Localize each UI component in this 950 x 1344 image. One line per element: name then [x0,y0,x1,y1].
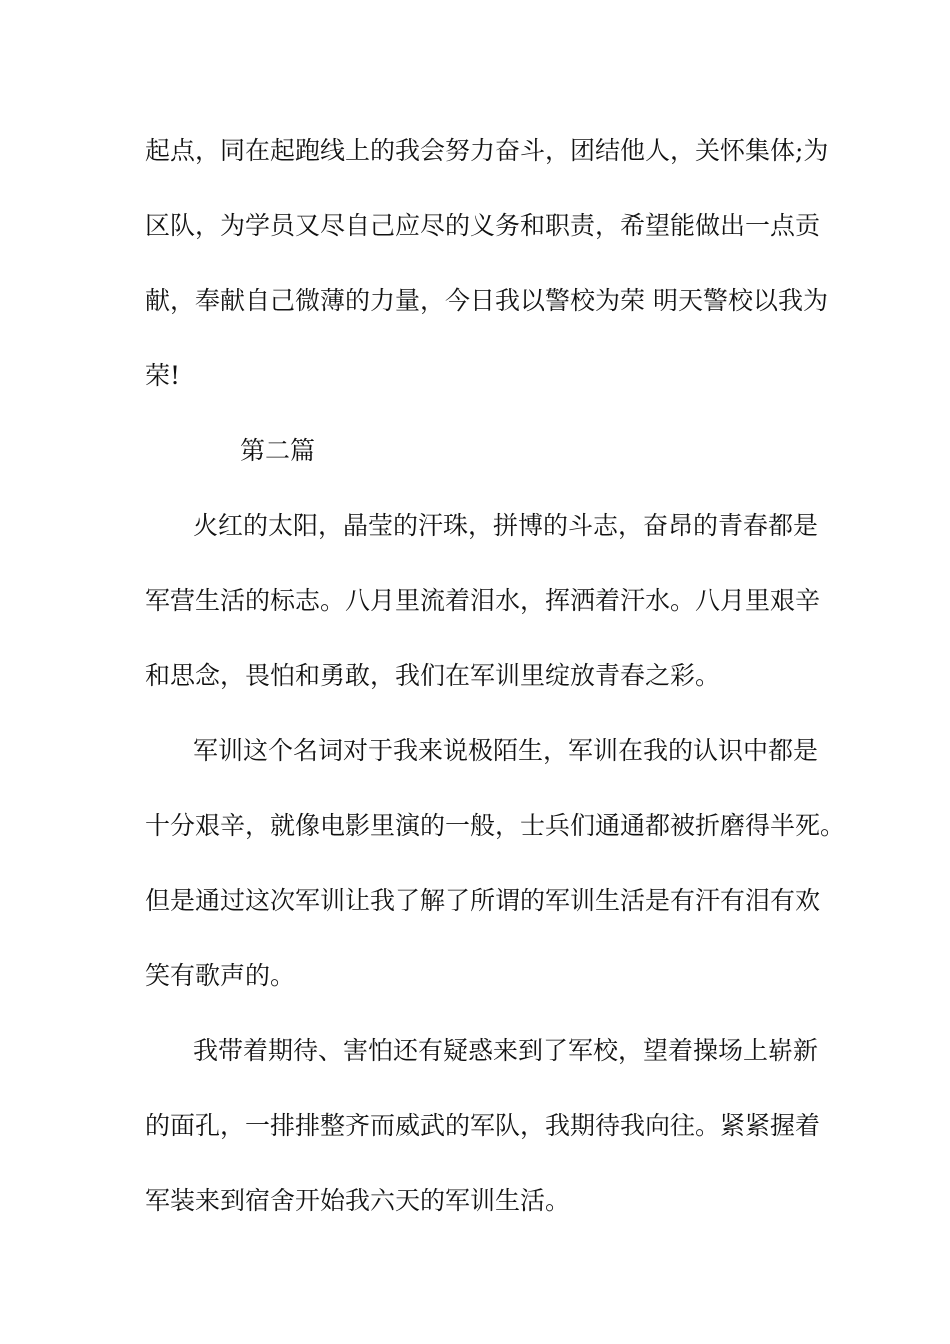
section-heading: 第二篇 [240,436,316,465]
text-line: 军装来到宿舍开始我六天的军训生活。 [145,1186,571,1215]
paragraph-first-line: 军训这个名词对于我来说极陌生，军训在我的认识中都是 [193,736,819,765]
text-line: 的面孔，一排排整齐而威武的军队，我期待我向往。紧紧握着 [145,1111,821,1140]
text-line: 和思念，畏怕和勇敢，我们在军训里绽放青春之彩。 [145,661,721,690]
text-line: 起点，同在起跑线上的我会努力奋斗，团结他人，关怀集体;为 [145,136,829,165]
paragraph-first-line: 我带着期待、害怕还有疑惑来到了军校，望着操场上崭新 [193,1036,819,1065]
text-line: 十分艰辛，就像电影里演的一般，士兵们通通都被折磨得半死。 [145,811,846,840]
paragraph-first-line: 火红的太阳，晶莹的汗珠，拼博的斗志，奋昂的青春都是 [193,511,819,540]
text-line: 但是通过这次军训让我了解了所谓的军训生活是有汗有泪有欢 [145,886,821,915]
text-line: 区队，为学员又尽自己应尽的义务和职责，希望能做出一点贡 [145,211,821,240]
text-line: 荣! [145,361,181,390]
text-line: 献，奉献自己微薄的力量，今日我以警校为荣 明天警校以我为 [145,286,828,315]
text-line: 军营生活的标志。八月里流着泪水，挥洒着汗水。八月里艰辛 [145,586,821,615]
text-line: 笑有歌声的。 [145,961,296,990]
